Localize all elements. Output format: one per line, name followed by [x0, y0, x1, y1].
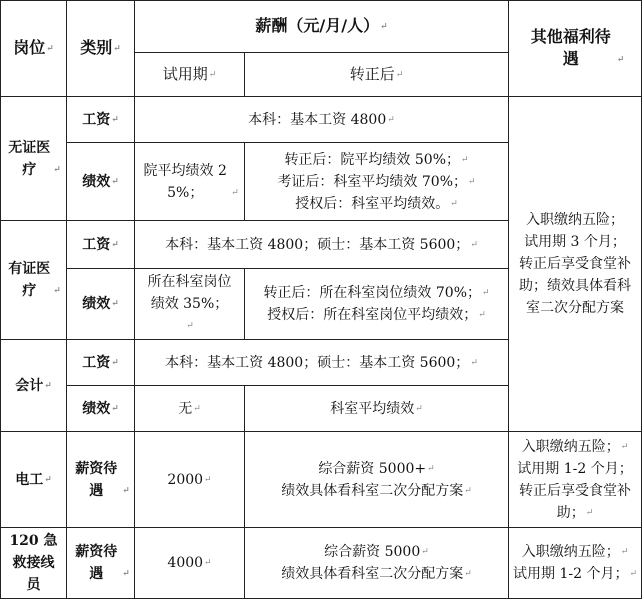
position-accounting: 会计↵	[1, 340, 67, 432]
electrician-benefits: 入职缴纳五险；↵ 试用期 1-2 个月； 转正后享受食堂补助；↵	[509, 432, 642, 528]
salary-probation-value: 2000↵	[135, 432, 245, 528]
category-performance: 绩效↵	[67, 386, 135, 432]
perf-regular-value: 转正后：院平均绩效 50%；↵ 考证后：科室平均绩效 70%；↵ 授权后：科室平均绩效。↵	[245, 143, 509, 221]
perf-probation-value: 所在科室岗位绩效 35%；↵	[135, 269, 245, 340]
wage-value: 本科：基本工资 4800↵	[135, 97, 509, 143]
salary-regular-value: 综合薪资 5000+↵ 绩效具体看科室二次分配方案↵	[245, 432, 509, 528]
wage-value: 本科：基本工资 4800；硕士：基本工资 5600；↵	[135, 221, 509, 269]
perf-probation-value: 无↵	[135, 386, 245, 432]
salary-probation-value: 4000↵	[135, 528, 245, 599]
category-salary: 薪资待遇 ↵	[67, 528, 135, 599]
perf-regular-value: 科室平均绩效↵	[245, 386, 509, 432]
header-position: 岗位↵	[1, 1, 67, 97]
header-regular: 转正后↵	[245, 53, 509, 97]
header-benefits: 其他福利待遇 ↵	[509, 1, 642, 97]
position-electrician: 电工↵	[1, 432, 67, 528]
header-salary-group: 薪酬（元/月/人）↵	[135, 1, 509, 53]
header-probation: 试用期↵	[135, 53, 245, 97]
header-category: 类别↵	[67, 1, 135, 97]
category-salary: 薪资待遇 ↵	[67, 432, 135, 528]
position-licensed: 有证医疗 ↵	[1, 221, 67, 340]
salary-regular-value: 综合薪资 5000↵ 绩效具体看科室二次分配方案↵	[245, 528, 509, 599]
shared-benefits: 入职缴纳五险； 试用期 3 个月； 转正后享受食堂补助；绩效具体看科室二次分配方案	[509, 97, 642, 432]
ambulance-benefits: 入职缴纳五险；↵ 试用期 1-2 个月；↵	[509, 528, 642, 599]
category-wage: 工资↵	[67, 97, 135, 143]
category-wage: 工资↵	[67, 340, 135, 386]
category-performance: 绩效↵	[67, 269, 135, 340]
position-ambulance-operator: 120 急救接线员	[1, 528, 67, 599]
perf-regular-value: 转正后：所在科室岗位绩效 70%；↵ 授权后：所在科室岗位平均绩效；↵	[245, 269, 509, 340]
perf-probation-value: 院平均绩效 25%； ↵	[135, 143, 245, 221]
position-unlicensed: 无证医疗 ↵	[1, 97, 67, 221]
category-wage: 工资↵	[67, 221, 135, 269]
category-performance: 绩效↵	[67, 143, 135, 221]
wage-value: 本科：基本工资 4800；硕士：基本工资 5600；↵	[135, 340, 509, 386]
